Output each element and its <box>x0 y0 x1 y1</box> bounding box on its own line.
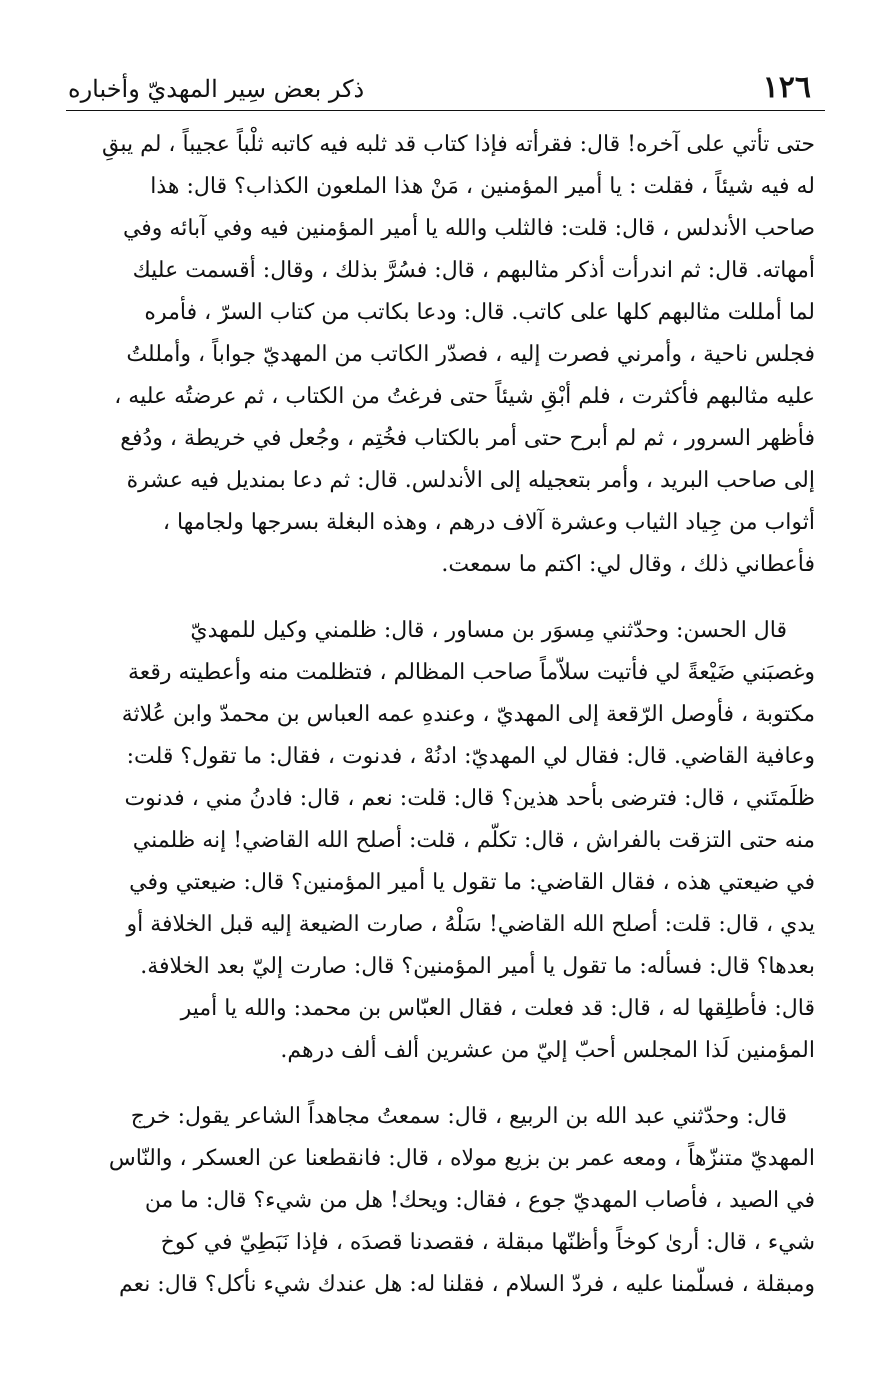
text-line: منه حتى التزقت بالفراش ، قال: تكلّم ، قلت: أصلح الله القاضي! إنه ظلمني <box>132 828 815 853</box>
text-line: أثواب من جِياد الثياب وعشرة آلاف درهم ، وهذه البغلة بسرجها ولجامها ، <box>162 510 815 535</box>
paragraph-3 <box>74 1096 815 1306</box>
text-line: وعافية القاضي. قال: فقال لي المهديّ: ادنُهْ ، فدنوت ، فقال: ما تقول؟ قلت: <box>126 744 815 769</box>
text-line: قال الحسن: وحدّثني مِسوَر بن مساور ، قال: ظلمني وكيل للمهديّ <box>190 618 787 643</box>
text-line: بعدها؟ قال: فسأله: ما تقول يا أمير المؤمنين؟ قال: صارت إليّ بعد الخلافة. <box>140 954 815 979</box>
text-line: حتى تأتي على آخره! قال: فقرأته فإذا كتاب قد ثلبه فيه كاتبه ثلْباً عجيباً ، لم يبقِ <box>101 132 815 157</box>
text-line: المؤمنين لَذا المجلس أحبّ إليّ من عشرين ألف ألف درهم. <box>280 1038 815 1063</box>
text-line: ظلَمتَني ، قال: فترضى بأحد هذين؟ قال: قلت: نعم ، قال: فادنُ مني ، فدنوت <box>124 786 815 811</box>
text-line: قال: فأطلِقها له ، قال: قد فعلت ، فقال العبّاس بن محمد: والله يا أمير <box>180 996 815 1021</box>
text-line: فأعطاني ذلك ، وقال لي: اكتم ما سمعت. <box>441 552 815 577</box>
text-line: له فيه شيئاً ، فقلت : يا أمير المؤمنين ، مَنْ هذا الملعون الكذاب؟ قال: هذا <box>150 174 815 199</box>
text-line: يدي ، قال: قلت: أصلح الله القاضي! سَلْهُ ، صارت الضيعة إليه قبل الخلافة أو <box>126 912 815 937</box>
text-line: مكتوبة ، فأوصل الرّقعة إلى المهديّ ، وعندهِ عمه العباس بن محمدّ وابن عُلاثة <box>121 702 815 727</box>
text-line: شيء ، قال: أرىٰ كوخاً وأظنّها مبقلة ، فقصدنا قصدَه ، فإذا نَبَطِيّ في كوخ <box>160 1230 815 1255</box>
paragraph-1 <box>74 124 815 586</box>
paragraph-2 <box>74 610 815 1072</box>
text-line: في ضيعتي هذه ، فقال القاضي: ما تقول يا أمير المؤمنين؟ قال: ضيعتي وفي <box>129 870 815 895</box>
running-title: ذكر بعض سِير المهديّ وأخباره <box>68 75 365 103</box>
text-line: لما أمللت مثالبهم كلها على كاتب. قال: ودعا بكاتب من كتاب السرّ ، فأمره <box>144 300 815 325</box>
text-line: فأظهر السرور ، ثم لم أبرح حتى أمر بالكتاب فخُتِم ، وجُعل في خريطة ، ودُفع <box>120 426 815 451</box>
text-line: قال: وحدّثني عبد الله بن الربيع ، قال: سمعتُ مجاهداً الشاعر يقول: خرج <box>130 1104 787 1129</box>
text-line: عليه مثالبهم فأكثرت ، فلم أبْقِ شيئاً حتى فرغتُ من الكتاب ، ثم عرضتُه عليه ، <box>114 384 815 409</box>
page-header <box>66 62 825 111</box>
text-line: صاحب الأندلس ، قال: قلت: فالثلب والله يا أمير المؤمنين فيه وفي آبائه وفي <box>122 216 815 241</box>
text-line: أمهاته. قال: ثم اندرأت أذكر مثالبهم ، قال: فسُرَّ بذلك ، وقال: أقسمت عليك <box>132 258 815 283</box>
text-line: إلى صاحب البريد ، وأمر بتعجيله إلى الأندلس. قال: ثم دعا بمنديل فيه عشرة <box>126 468 815 493</box>
page-number: ١٢٦ <box>762 70 811 105</box>
text-line: المهديّ متنزّهاً ، ومعه عمر بن بزيع مولاه ، قال: فانقطعنا عن العسكر ، والنّاس <box>108 1146 815 1171</box>
text-line: في الصيد ، فأصاب المهديّ جوع ، فقال: ويحك! هل من شيء؟ قال: ما من <box>144 1188 815 1213</box>
text-line: وغصبَني ضَيْعةً لي فأتيت سلاّماً صاحب المظالم ، فتظلمت منه وأعطيته رقعة <box>127 660 815 685</box>
body-text <box>74 124 815 1330</box>
text-line: فجلس ناحية ، وأمرني فصرت إليه ، فصدّر الكاتب من المهديّ جواباً ، وأمللتُ <box>126 342 815 367</box>
text-line: ومبقلة ، فسلّمنا عليه ، فردّ السلام ، فقلنا له: هل عندك شيء نأكل؟ قال: نعم <box>118 1272 815 1297</box>
